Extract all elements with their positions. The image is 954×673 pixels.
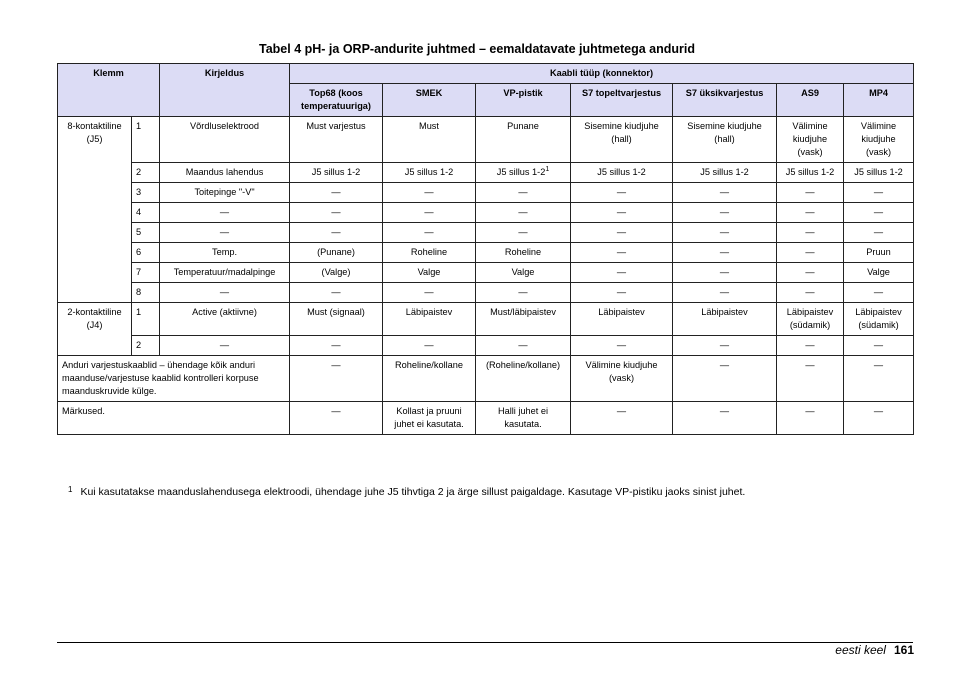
wire-cell: — [383, 203, 476, 223]
wire-cell: — [571, 336, 673, 356]
wire-cell: Läbipaistev [673, 303, 777, 336]
table-body [58, 117, 914, 435]
wire-cell: — [476, 283, 571, 303]
pin-description: Maandus lahendus [160, 163, 290, 183]
connector-label: 8-kontaktiline (J5) [58, 117, 132, 303]
pin-number: 4 [132, 203, 160, 223]
wire-cell: — [476, 336, 571, 356]
wire-cell: — [476, 223, 571, 243]
pin-number: 5 [132, 223, 160, 243]
wire-cell: — [673, 263, 777, 283]
pin-number: 7 [132, 263, 160, 283]
wire-cell: — [844, 283, 914, 303]
table-row [58, 223, 914, 243]
wire-cell: — [777, 356, 844, 402]
wire-cell: — [844, 336, 914, 356]
wire-cell: J5 sillus 1-2 [290, 163, 383, 183]
wire-cell: — [844, 223, 914, 243]
wire-cell: J5 sillus 1-2 [844, 163, 914, 183]
wire-cell: Roheline/kollane [383, 356, 476, 402]
wire-cell: — [777, 263, 844, 283]
table-row [58, 243, 914, 263]
pin-number: 1 [132, 303, 160, 336]
pin-number: 1 [132, 117, 160, 163]
wire-cell: — [777, 223, 844, 243]
wire-cell: — [383, 283, 476, 303]
header-col: AS9 [777, 84, 844, 117]
pin-description: — [160, 223, 290, 243]
wire-cell: — [383, 223, 476, 243]
wire-cell: Läbipaistev [571, 303, 673, 336]
table-row [58, 402, 914, 435]
connector-label: 2-kontaktiline (J4) [58, 303, 132, 356]
header-col: SMEK [383, 84, 476, 117]
wire-cell: — [777, 283, 844, 303]
wire-cell: — [777, 183, 844, 203]
wire-cell: Sisemine kiudjuhe (hall) [571, 117, 673, 163]
wire-cell: Valge [844, 263, 914, 283]
pin-description: Active (aktiivne) [160, 303, 290, 336]
header-col: S7 üksikvarjestus [673, 84, 777, 117]
wire-cell: — [673, 356, 777, 402]
pin-number: 3 [132, 183, 160, 203]
wire-cell: — [290, 402, 383, 435]
wire-cell: — [844, 402, 914, 435]
wire-cell: — [571, 203, 673, 223]
wire-cell: Pruun [844, 243, 914, 263]
wire-cell: — [844, 203, 914, 223]
wire-cell: Roheline [383, 243, 476, 263]
wire-cell [476, 163, 571, 183]
wire-cell: Valge [476, 263, 571, 283]
wire-cell: J5 sillus 1-2 [673, 163, 777, 183]
wiring-table [57, 63, 914, 435]
table-row [58, 303, 914, 336]
wire-cell: — [673, 203, 777, 223]
row-label: Anduri varjestuskaablid – ühendage kõik anduri maanduse/varjestuse kaablid kontrolleri korpuse maanduskruvide külge. [58, 356, 290, 402]
wire-cell: — [844, 183, 914, 203]
footer-language: eesti keel [835, 643, 886, 657]
table-row [58, 183, 914, 203]
table-row [58, 163, 914, 183]
wire-cell: — [777, 336, 844, 356]
wire-cell-text: J5 sillus 1-2 [496, 167, 546, 177]
wire-cell: Must/läbipaistev [476, 303, 571, 336]
wire-cell: — [383, 336, 476, 356]
table-row [58, 356, 914, 402]
wire-cell: — [290, 223, 383, 243]
table-title: Tabel 4 pH- ja ORP-andurite juhtmed – eemaldatavate juhtmetega andurid [259, 42, 695, 56]
wire-cell: — [673, 402, 777, 435]
wire-cell: — [777, 402, 844, 435]
pin-description: Temperatuur/madalpinge [160, 263, 290, 283]
pin-description: — [160, 283, 290, 303]
wire-cell: (Punane) [290, 243, 383, 263]
wire-cell: Välimine kiudjuhe (vask) [571, 356, 673, 402]
pin-description: — [160, 336, 290, 356]
wire-cell: Halli juhet ei kasutata. [476, 402, 571, 435]
header-klemm: Klemm [58, 64, 160, 117]
wire-cell: Roheline [476, 243, 571, 263]
wire-cell: — [571, 223, 673, 243]
wire-cell: — [571, 183, 673, 203]
pin-description: Toitepinge "-V" [160, 183, 290, 203]
table-row [58, 283, 914, 303]
wire-cell: — [571, 263, 673, 283]
row-label: Märkused. [58, 402, 290, 435]
wire-cell: Must varjestus [290, 117, 383, 163]
wire-cell: — [571, 283, 673, 303]
wire-cell: — [571, 402, 673, 435]
footer-divider [57, 642, 913, 643]
wire-cell: — [673, 223, 777, 243]
wire-cell: Punane [476, 117, 571, 163]
wire-cell: — [673, 283, 777, 303]
wire-cell: (Roheline/kollane) [476, 356, 571, 402]
wire-cell: — [673, 336, 777, 356]
pin-number: 2 [132, 336, 160, 356]
header-col: S7 topeltvarjestus [571, 84, 673, 117]
footnote-text: Kui kasutatakse maanduslahendusega elektroodi, ühendage juhe J5 tihvtiga 2 ja ärge sillust paigaldage. Kasutage VP-pistiku jaoks sinist juhet. [80, 486, 746, 498]
page-footer [835, 643, 914, 657]
wire-cell: Välimine kiudjuhe (vask) [844, 117, 914, 163]
footnote [68, 486, 745, 498]
wire-cell: — [290, 356, 383, 402]
wire-cell: Sisemine kiudjuhe (hall) [673, 117, 777, 163]
header-kaabli: Kaabli tüüp (konnektor) [290, 64, 914, 84]
wire-cell: Läbipaistev (südamik) [844, 303, 914, 336]
header-col: VP-pistik [476, 84, 571, 117]
wire-cell: — [290, 283, 383, 303]
wire-cell: J5 sillus 1-2 [571, 163, 673, 183]
wire-cell: (Valge) [290, 263, 383, 283]
wire-cell: — [383, 183, 476, 203]
wire-cell: — [673, 243, 777, 263]
wire-cell: Valge [383, 263, 476, 283]
table-row [58, 117, 914, 163]
wire-cell: — [290, 203, 383, 223]
header-col: MP4 [844, 84, 914, 117]
wire-cell: Läbipaistev [383, 303, 476, 336]
wire-cell: J5 sillus 1-2 [777, 163, 844, 183]
wire-cell: — [476, 183, 571, 203]
pin-number: 2 [132, 163, 160, 183]
page-number: 161 [893, 643, 914, 657]
wire-cell: — [290, 336, 383, 356]
pin-number: 8 [132, 283, 160, 303]
pin-number: 6 [132, 243, 160, 263]
header-kirjeldus: Kirjeldus [160, 64, 290, 117]
pin-description: Võrdluselektrood [160, 117, 290, 163]
wire-cell: — [673, 183, 777, 203]
wire-cell: — [571, 243, 673, 263]
pin-description: — [160, 203, 290, 223]
footnote-number: 1 [68, 485, 73, 494]
wire-cell: Välimine kiudjuhe (vask) [777, 117, 844, 163]
header-col: Top68 (koos temperatuuriga) [290, 84, 383, 117]
wire-cell: — [777, 243, 844, 263]
wire-cell: — [476, 203, 571, 223]
table-row [58, 263, 914, 283]
pin-description: Temp. [160, 243, 290, 263]
wire-cell: Läbipaistev (südamik) [777, 303, 844, 336]
table-row [58, 203, 914, 223]
wire-cell: Must [383, 117, 476, 163]
wire-cell: J5 sillus 1-2 [383, 163, 476, 183]
table-row [58, 336, 914, 356]
footnote-ref: 1 [545, 165, 550, 173]
wire-cell: Kollast ja pruuni juhet ei kasutata. [383, 402, 476, 435]
wire-cell: Must (signaal) [290, 303, 383, 336]
wire-cell: — [290, 183, 383, 203]
wire-cell: — [777, 203, 844, 223]
wire-cell: — [844, 356, 914, 402]
